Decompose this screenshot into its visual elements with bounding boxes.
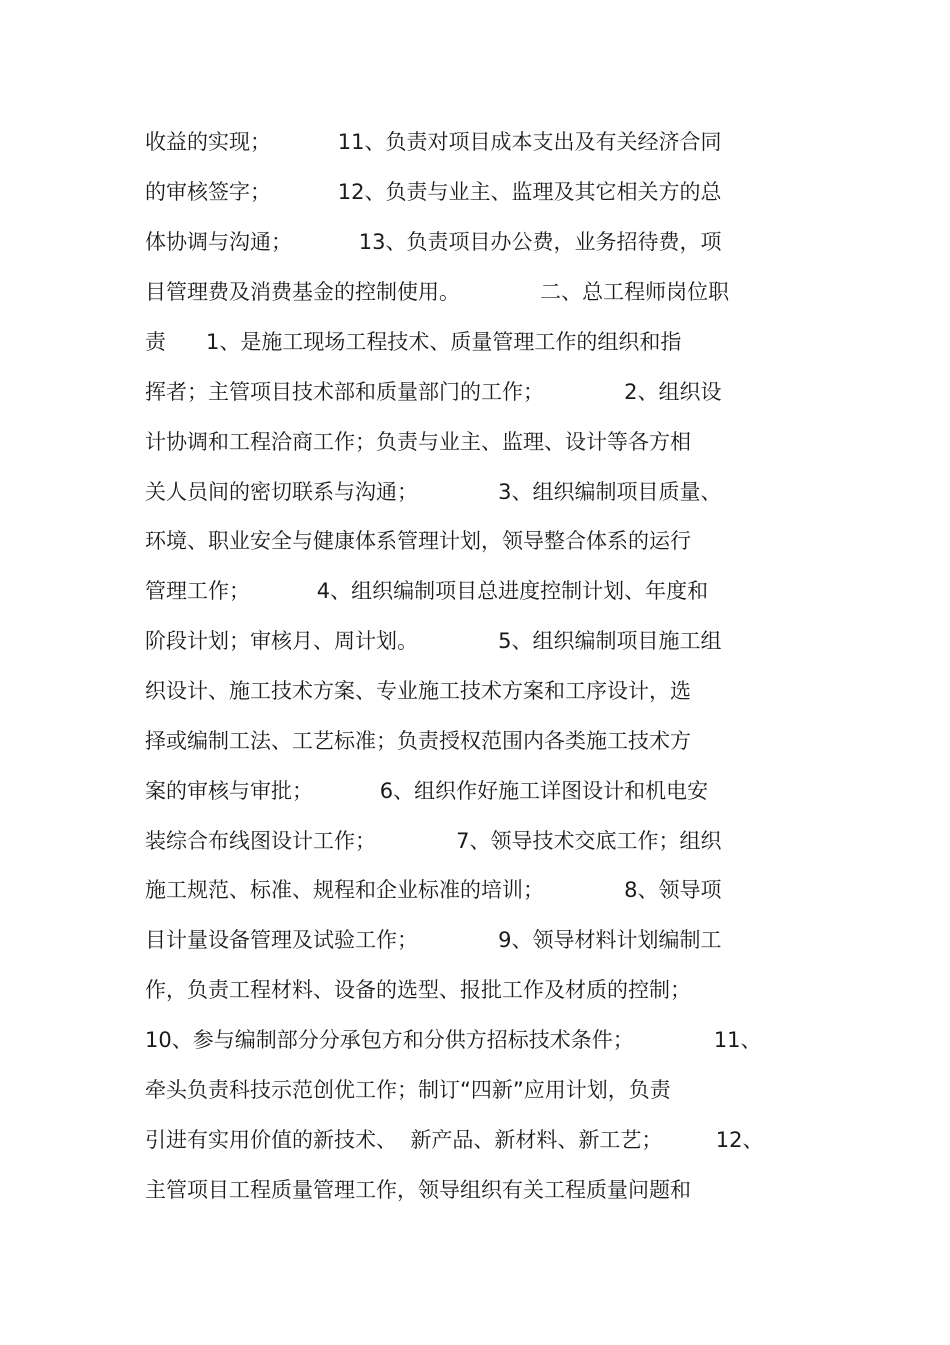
text-line-22: 主管项目工程质量管理工作，领导组织有关工程质量问题和 [145, 1178, 691, 1202]
text-line-7: 计协调和工程洽商工作；负责与业主、监理、设计等各方相 [145, 430, 691, 454]
text-line-18: 作，负责工程材料、设备的选型、报批工作及材质的控制； [145, 978, 691, 1002]
text-line-11: 阶段计划；审核月、周计划。 5、组织编制项目施工组 [145, 629, 722, 653]
text-line-15: 装综合布线图设计工作； 7、领导技术交底工作；组织 [145, 829, 722, 853]
text-line-1: 收益的实现； 11、负责对项目成本支出及有关经济合同 [145, 130, 722, 154]
text-line-13: 择或编制工法、工艺标准；负责授权范围内各类施工技术方 [145, 729, 691, 753]
text-line-16: 施工规范、标准、规程和企业标准的培训； 8、领导项 [145, 878, 722, 902]
text-line-12: 织设计、施工技术方案、专业施工技术方案和工序设计，选 [145, 679, 691, 703]
text-line-8: 关人员间的密切联系与沟通； 3、组织编制项目质量、 [145, 480, 722, 504]
text-line-4: 目管理费及消费基金的控制使用。 二、总工程师岗位职 [145, 280, 730, 304]
text-line-5: 责 1、是施工现场工程技术、质量管理工作的组织和指 [145, 330, 682, 354]
text-line-9: 环境、职业安全与健康体系管理计划，领导整合体系的运行 [145, 529, 691, 553]
text-line-3: 体协调与沟通； 13、负责项目办公费，业务招待费，项 [145, 230, 722, 254]
text-line-20: 牵头负责科技示范创优工作；制订“四新”应用计划，负责 [145, 1078, 671, 1102]
text-line-19: 10、参与编制部分分承包方和分供方招标技术条件； 11、 [145, 1028, 762, 1052]
text-line-2: 的审核签字； 12、负责与业主、监理及其它相关方的总 [145, 180, 722, 204]
text-line-17: 目计量设备管理及试验工作； 9、领导材料计划编制工 [145, 928, 722, 952]
text-line-6: 挥者；主管项目技术部和质量部门的工作； 2、组织设 [145, 380, 722, 404]
text-line-21: 引进有实用价值的新技术、 新产品、新材料、新工艺； 12、 [145, 1128, 764, 1152]
text-line-10: 管理工作； 4、组织编制项目总进度控制计划、年度和 [145, 579, 709, 603]
text-line-14: 案的审核与审批； 6、组织作好施工详图设计和机电安 [145, 779, 709, 803]
